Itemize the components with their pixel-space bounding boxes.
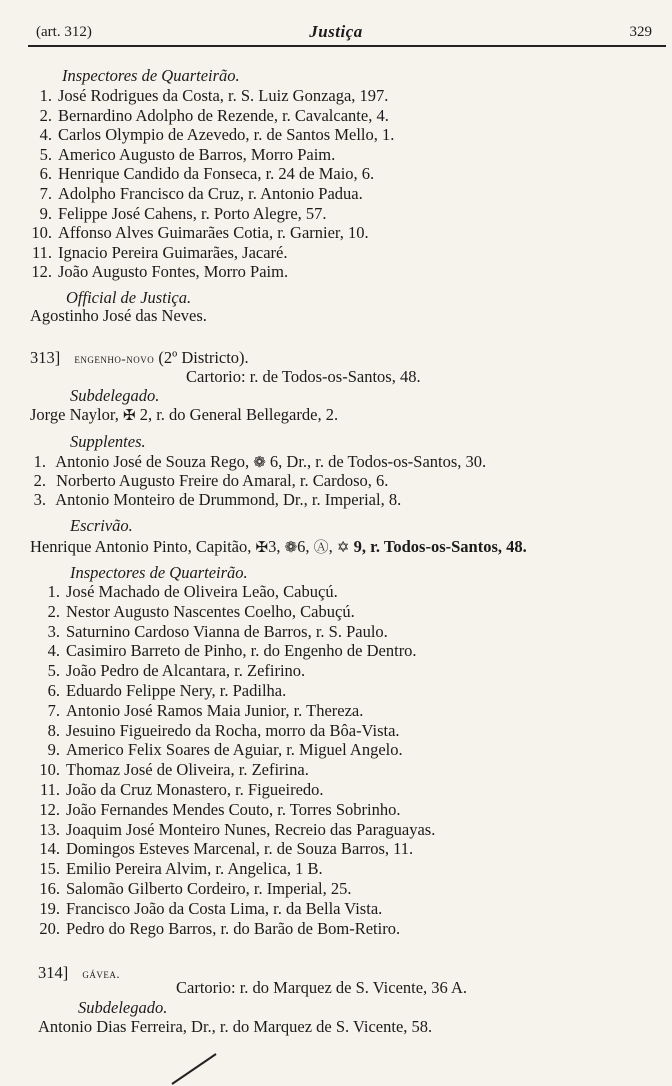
inspectors-heading: Inspectores de Quarteirão. <box>62 66 240 85</box>
item-text: Eduardo Felippe Nery, r. Padilha. <box>66 681 287 700</box>
list-item <box>26 622 388 641</box>
section-district: (2º Districto). <box>158 348 249 367</box>
supplente-name: Antonio José de Souza Rego, <box>55 452 250 471</box>
cartorio-314: Cartorio: r. do Marquez de S. Vicente, 36 A. <box>176 978 468 997</box>
subdelegado-313 <box>30 405 338 426</box>
item-text: Saturnino Cardoso Vianna de Barros, r. S. Paulo. <box>66 621 388 641</box>
circle-icon: Ⓐ <box>313 540 329 556</box>
supplente-text: Antonio Monteiro de Drummond, Dr., r. Imperial, 8. <box>55 490 402 509</box>
item-text: Adolpho Francisco da Cruz, r. Antonio Padua. <box>58 184 363 203</box>
item-number: 19. <box>39 898 60 918</box>
rose-icon: ❁ <box>284 540 298 556</box>
list-item <box>26 721 400 740</box>
cartorio-313: Cartorio: r. de Todos-os-Santos, 48. <box>186 367 421 386</box>
escrivao-part: , <box>328 537 333 556</box>
list-item <box>26 582 338 601</box>
running-header <box>0 22 672 44</box>
item-number: 6. <box>47 681 60 700</box>
cross-icon: ✠ <box>122 408 136 424</box>
list-item <box>26 740 403 759</box>
pen-mark <box>170 1050 220 1086</box>
item-number: 14. <box>39 839 60 859</box>
list-item <box>26 641 417 660</box>
list-item <box>26 164 374 183</box>
supplente-text: Norberto Augusto Freire do Amaral, r. Cardoso, 6. <box>56 471 389 490</box>
list-item <box>26 184 363 203</box>
item-text: Salomão Gilberto Cordeiro, r. Imperial, 25. <box>66 879 352 898</box>
section-number: 313] <box>30 348 61 367</box>
section-name: gávea. <box>82 966 121 981</box>
item-number: 12. <box>31 262 52 282</box>
item-text: João da Cruz Monastero, r. Figueiredo. <box>66 780 324 799</box>
item-text: Carlos Olympio de Azevedo, r. de Santos Mello, 1. <box>58 125 395 145</box>
item-number: 6. <box>39 164 52 184</box>
escrivao <box>30 537 527 558</box>
list-item <box>26 125 394 144</box>
item-text: Americo Augusto de Barros, Morro Paim. <box>58 144 336 164</box>
subdelegado-heading-313: Subdelegado. <box>70 386 160 405</box>
list-item <box>26 701 363 720</box>
list-item <box>26 760 309 779</box>
item-number: 10. <box>39 760 60 780</box>
item-text: Francisco João da Costa Lima, r. da Bella Vista. <box>66 898 383 918</box>
item-number: 9. <box>39 203 52 223</box>
page-number: 329 <box>629 24 652 40</box>
supplente-number: 1. <box>33 452 46 471</box>
list-item <box>26 899 382 918</box>
item-number: 8. <box>47 720 60 740</box>
list-item <box>26 243 288 262</box>
official-name: Agostinho José das Neves. <box>30 306 207 325</box>
list-item <box>26 681 286 700</box>
star-icon: ✡ <box>336 540 350 556</box>
header-rule <box>28 45 666 47</box>
item-number: 4. <box>39 125 52 145</box>
section-name: engenho-novo <box>74 351 155 366</box>
escrivao-address: 9, r. Todos-os-Santos, 48. <box>353 537 527 556</box>
item-text: Henrique Candido da Fonseca, r. 24 de Maio, 6. <box>58 164 375 184</box>
list-item <box>26 800 400 819</box>
supplente-number: 3. <box>33 490 46 509</box>
list-item <box>26 859 323 878</box>
item-text: João Fernandes Mendes Couto, r. Torres Sobrinho. <box>66 799 401 819</box>
list-item <box>26 879 351 898</box>
item-number: 9. <box>47 740 60 760</box>
escrivao-heading: Escrivão. <box>70 516 133 535</box>
item-text: Affonso Alves Guimarães Cotia, r. Garnier, 10. <box>58 223 369 243</box>
item-text: João Pedro de Alcantara, r. Zefirino. <box>66 661 306 681</box>
item-text: Domingos Esteves Marcenal, r. de Souza Barros, 11. <box>66 839 414 859</box>
item-number: 5. <box>47 661 60 681</box>
supplente-address: 6, Dr., r. de Todos-os-Santos, 30. <box>269 452 487 471</box>
supplente-1 <box>30 452 486 473</box>
item-number: 2. <box>39 105 52 125</box>
list-item <box>26 839 413 858</box>
supplente-number: 2. <box>33 471 46 490</box>
item-number: 1. <box>47 582 60 601</box>
section-313-heading <box>30 348 249 368</box>
section-314-heading <box>38 963 120 983</box>
list-item <box>26 919 400 938</box>
item-number: 7. <box>47 700 60 720</box>
item-text: Antonio José Ramos Maia Junior, r. Thereza. <box>66 700 364 720</box>
item-number: 15. <box>39 859 60 879</box>
item-text: José Machado de Oliveira Leão, Cabuçú. <box>66 582 338 601</box>
list-item <box>26 820 435 839</box>
item-text: João Augusto Fontes, Morro Paim. <box>58 262 289 282</box>
item-number: 13. <box>39 819 60 839</box>
item-number: 7. <box>39 184 52 203</box>
subdelegado-name: Jorge Naylor, <box>30 405 119 424</box>
list-item <box>26 780 324 799</box>
inspectors-heading-313: Inspectores de Quarteirão. <box>70 563 248 582</box>
item-number: 3. <box>47 621 60 641</box>
supplentes-heading: Supplentes. <box>70 432 146 451</box>
list-item <box>26 106 389 125</box>
list-item <box>26 145 335 164</box>
item-text: Nestor Augusto Nascentes Coelho, Cabuçú. <box>66 601 355 621</box>
rose-icon: ❁ <box>253 455 266 471</box>
item-text: Jesuino Figueiredo da Rocha, morro da Bôa-Vista. <box>66 720 400 740</box>
item-text: Emilio Pereira Alvim, r. Angelica, 1 B. <box>66 859 323 879</box>
list-item <box>26 602 355 621</box>
item-text: Bernardino Adolpho de Rezende, r. Cavalcante, 4. <box>58 105 389 125</box>
official-heading: Official de Justiça. <box>66 288 192 307</box>
item-text: Joaquim José Monteiro Nunes, Recreio das Paraguayas. <box>66 819 436 839</box>
list-item <box>26 86 388 105</box>
item-number: 20. <box>39 918 60 938</box>
item-number: 12. <box>39 799 60 819</box>
item-number: 11. <box>31 242 52 262</box>
supplente-3 <box>30 490 401 509</box>
item-text: Casimiro Barreto de Pinho, r. do Engenho de Dentro. <box>66 641 417 661</box>
supplente-2 <box>30 471 388 490</box>
subdelegado-314: Antonio Dias Ferreira, Dr., r. do Marquez de S. Vicente, 58. <box>38 1017 433 1036</box>
item-text: Thomaz José de Oliveira, r. Zefirina. <box>66 760 309 780</box>
item-number: 10. <box>31 223 52 243</box>
item-text: José Rodrigues da Costa, r. S. Luiz Gonzaga, 197. <box>58 86 389 105</box>
escrivao-part: 6, <box>297 537 310 556</box>
subdelegado-heading-314: Subdelegado. <box>78 998 168 1017</box>
item-number: 16. <box>39 879 60 898</box>
escrivao-part: 3, <box>268 537 281 556</box>
header-article-ref: (art. 312) <box>36 24 92 40</box>
item-text: Americo Felix Soares de Aguiar, r. Miguel Angelo. <box>66 740 403 760</box>
subdelegado-address: 2, r. do General Bellegarde, 2. <box>139 405 339 424</box>
list-item <box>26 262 288 281</box>
list-item <box>26 204 327 223</box>
item-number: 1. <box>39 86 52 105</box>
header-title: Justiça <box>309 22 363 41</box>
item-text: Pedro do Rego Barros, r. do Barão de Bom-Retiro. <box>66 918 401 938</box>
item-number: 5. <box>39 144 52 164</box>
item-number: 4. <box>47 641 60 661</box>
item-text: Ignacio Pereira Guimarães, Jacaré. <box>58 242 288 262</box>
cross-icon: ✠ <box>255 540 269 556</box>
section-number: 314] <box>38 963 69 982</box>
item-text: Felippe José Cahens, r. Porto Alegre, 57. <box>58 203 327 223</box>
item-number: 11. <box>39 780 60 799</box>
list-item <box>26 661 305 680</box>
item-number: 2. <box>47 601 60 621</box>
list-item <box>26 223 369 242</box>
escrivao-name: Henrique Antonio Pinto, Capitão, <box>30 537 252 556</box>
